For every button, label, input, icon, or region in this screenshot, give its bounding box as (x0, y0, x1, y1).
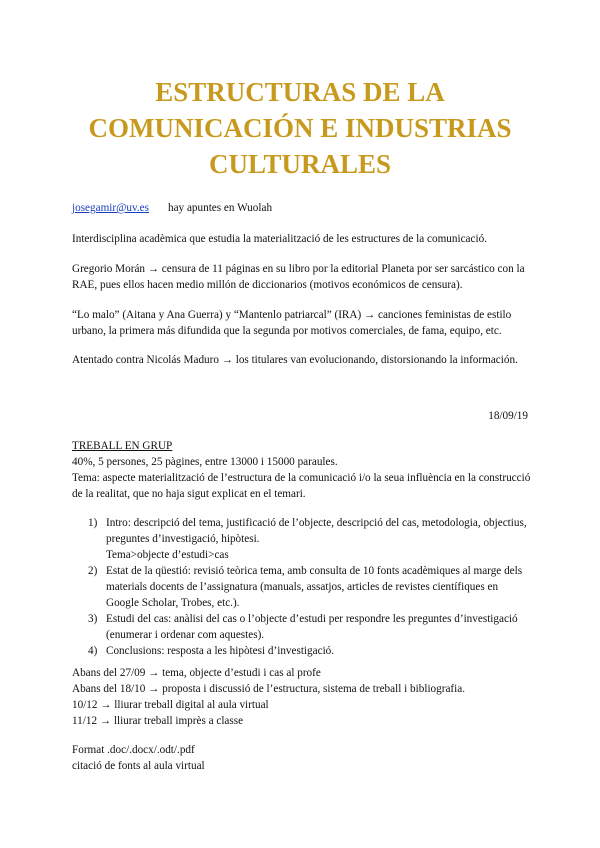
citation-line: citació de fonts al aula virtual (72, 760, 205, 772)
paragraph-songs (72, 307, 532, 339)
list-item-line: Conclusions: resposta a les hipòtesi d’investigació. (106, 645, 335, 657)
group-work-requirements: 40%, 5 persones, 25 pàgines, entre 13000 i 15000 paraules. (72, 456, 338, 468)
format-section (72, 742, 532, 774)
group-work-section (72, 438, 532, 502)
list-number: 3) (88, 613, 98, 625)
deadline-line: 10/12 → lliurar treball digital al aula virtual (72, 699, 269, 711)
list-item-line: Intro: descripció del tema, justificació de l’objecte, descripció del cas, metodologia, objectius, (106, 517, 527, 529)
deadline-line: 11/12 → lliurar treball imprès a classe (72, 715, 244, 727)
list-item (72, 515, 532, 563)
task-list (72, 515, 532, 659)
list-item (72, 611, 532, 643)
list-item (72, 563, 532, 611)
list-item (72, 643, 532, 659)
list-item-line: Estat de la qüestió: revisió teòrica tema, amb consulta de 10 fonts acadèmiques al marge dels (106, 565, 523, 577)
title-line-2: COMUNICACIÓN E INDUSTRIAS (88, 113, 512, 143)
list-number: 4) (88, 645, 98, 657)
intro-text: Interdisciplina acadèmica que estudia la materialització de les estructures de la comunicació. (72, 233, 487, 245)
list-item-line: materials docents de l’assignatura (manuals, assatjos, articles de revistes científiques en (106, 581, 499, 593)
list-number: 2) (88, 565, 98, 577)
list-item-line: Google Scholar, Trobes, etc.). (106, 597, 240, 609)
deadline-line: Abans del 27/09 → tema, objecte d’estudi i cas al profe (72, 667, 321, 679)
email-link[interactable]: josegamir@uv.es (72, 202, 149, 214)
paragraph-line: “Lo malo” (Aitana y Ana Guerra) y “Mantenlo patriarcal” (IRA) → canciones feministas de estilo (72, 309, 512, 321)
paragraph-moran (72, 261, 532, 293)
intro-paragraph (72, 231, 532, 247)
list-number: 1) (88, 517, 98, 529)
group-work-theme: Tema: aspecte materialització de l’estructura de la comunicació i/o la seua influència en la construcció (72, 472, 531, 484)
date-label: 18/09/19 (488, 410, 528, 422)
title-line-1: ESTRUCTURAS DE LA (155, 77, 445, 107)
paragraph-maduro (72, 352, 532, 368)
paragraph-line: Atentado contra Nicolás Maduro → los titulares van evolucionando, distorsionando la información. (72, 354, 518, 366)
format-line: Format .doc/.docx/.odt/.pdf (72, 744, 195, 756)
list-item-line: preguntes d’investigació, hipòtesi. (106, 533, 260, 545)
list-item-line: Estudi del cas: anàlisi del cas o l’objecte d’estudi per respondre les preguntes d’investigació (106, 613, 518, 625)
deadline-line: Abans del 18/10 → proposta i discussió de l’estructura, sistema de treball i bibliografia. (72, 683, 466, 695)
title-line-3: CULTURALES (208, 149, 392, 179)
paragraph-line: Gregorio Morán → censura de 11 páginas en su libro por la editorial Planeta por ser sarcástico con la (72, 263, 525, 275)
group-work-heading: TREBALL EN GRUP (72, 440, 173, 452)
group-work-theme-cont: de la realitat, que no haja sigut explicat en el temari. (72, 488, 306, 500)
paragraph-line: urbano, la primera más difundida que la segunda por motivos comerciales, de fama, equipo, etc. (72, 325, 502, 337)
paragraph-line: RAE, pues ellos hacen medio millón de diccionarios (motivos económicos de censura). (72, 279, 463, 291)
list-item-line: (enumerar i ordenar com aquestes). (106, 629, 265, 641)
document-title (0, 74, 600, 182)
notes-remark: hay apuntes en Wuolah (168, 202, 273, 214)
list-item-line: Tema>objecte d’estudi>cas (106, 549, 229, 561)
deadlines-section (72, 665, 532, 729)
